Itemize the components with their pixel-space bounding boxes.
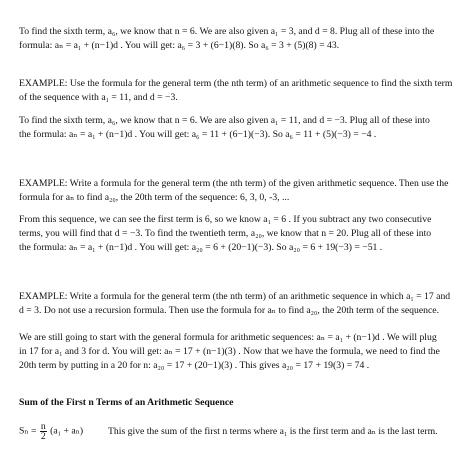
text-line: terms, you will find that d = −3. To find the twentieth term, a₂₀, we know that n = 20. Plug all of these into — [19, 228, 432, 240]
paragraph-example-no-recursion — [19, 290, 459, 318]
text-line: EXAMPLE: Write a formula for the general term (the nth term) of the given arithmetic sequence. Then use the — [19, 178, 449, 189]
text-line: EXAMPLE: Use the formula for the general term (the nth term) of an arithmetic sequence to find the sixth term — [19, 78, 453, 89]
text-line: EXAMPLE: Write a formula for the general term (the nth term) of an arithmetic sequence in which a₁ = 17 and — [19, 291, 451, 302]
fraction-denominator: 2 — [40, 431, 46, 442]
text-line: To find the sixth term, a₆, we know that n = 6. We are also given a₁ = 3, and d = 8. Plug all of these into the — [19, 26, 435, 37]
paragraph-sixth-term-solution-2 — [19, 114, 459, 142]
text-line: We are still going to start with the general formula for arithmetic sequences: aₙ = a₁ + (n−1)d . We will plug — [19, 332, 437, 343]
fraction-numerator: n — [40, 421, 46, 432]
sum-formula-description: This give the sum of the first n terms where a₁ is the first term and aₙ is the last term. — [108, 426, 438, 437]
text-line: formula: aₙ = a₁ + (n−1)d . You will get: a₆ = 3 + (6−1)(8). So a₆ = 3 + (5)(8) = 43. — [19, 40, 340, 52]
text-line: in 17 for a₁ and 3 for d. You will get: aₙ = 17 + (n−1)(3) . Now that we have the formula, we need to find the — [19, 346, 440, 358]
section-heading: Sum of the First n Terms of an Arithmetic Sequence — [19, 397, 234, 408]
paragraph-example-sixth-term — [19, 77, 459, 105]
paragraph-sixth-term-solution — [19, 25, 459, 53]
text-line: the formula: aₙ = a₁ + (n−1)d . You will get: a₆ = 11 + (6−1)(−3). So a₆ = 11 + (5)(−3) = −4 . — [19, 129, 377, 141]
sum-formula — [19, 422, 83, 441]
text-line: d = 3. Do not use a recursion formula. Then use the formula for aₙ to find a₂₀, the 20th term of the sequence. — [19, 305, 440, 317]
paragraph-example-general-term — [19, 177, 459, 205]
text-line: 20th term by putting in a 20 for n: a₂₀ = 17 + (20−1)(3) . This gives a₂₀ = 17 + 19(3) = 74 . — [19, 360, 370, 372]
formula-left: Sₙ = — [19, 425, 37, 437]
paragraph-no-recursion-solution — [19, 331, 459, 374]
text-line: To find the sixth term, a₆, we know that n = 6. We are also given a₁ = 11, and d = −3. Plug all of these into — [19, 115, 430, 126]
formula-right: (a₁ + aₙ) — [50, 425, 84, 437]
fraction — [40, 422, 47, 441]
text-line: From this sequence, we can see the first term is 6, so we know a₁ = 6 . If you subtract any two consecutive — [19, 214, 432, 225]
text-line: the formula: aₙ = a₁ + (n−1)d . You will get: a₂₀ = 6 + (20−1)(−3). So a₂₀ = 6 + 19(−3) = −51 . — [19, 242, 383, 254]
paragraph-general-term-solution — [19, 213, 459, 256]
text-line: formula for aₙ to find a₂₀, the 20th term of the sequence: 6, 3, 0, -3, ... — [19, 192, 290, 204]
text-line: of the sequence with a₁ = 11, and d = −3. — [19, 92, 178, 104]
